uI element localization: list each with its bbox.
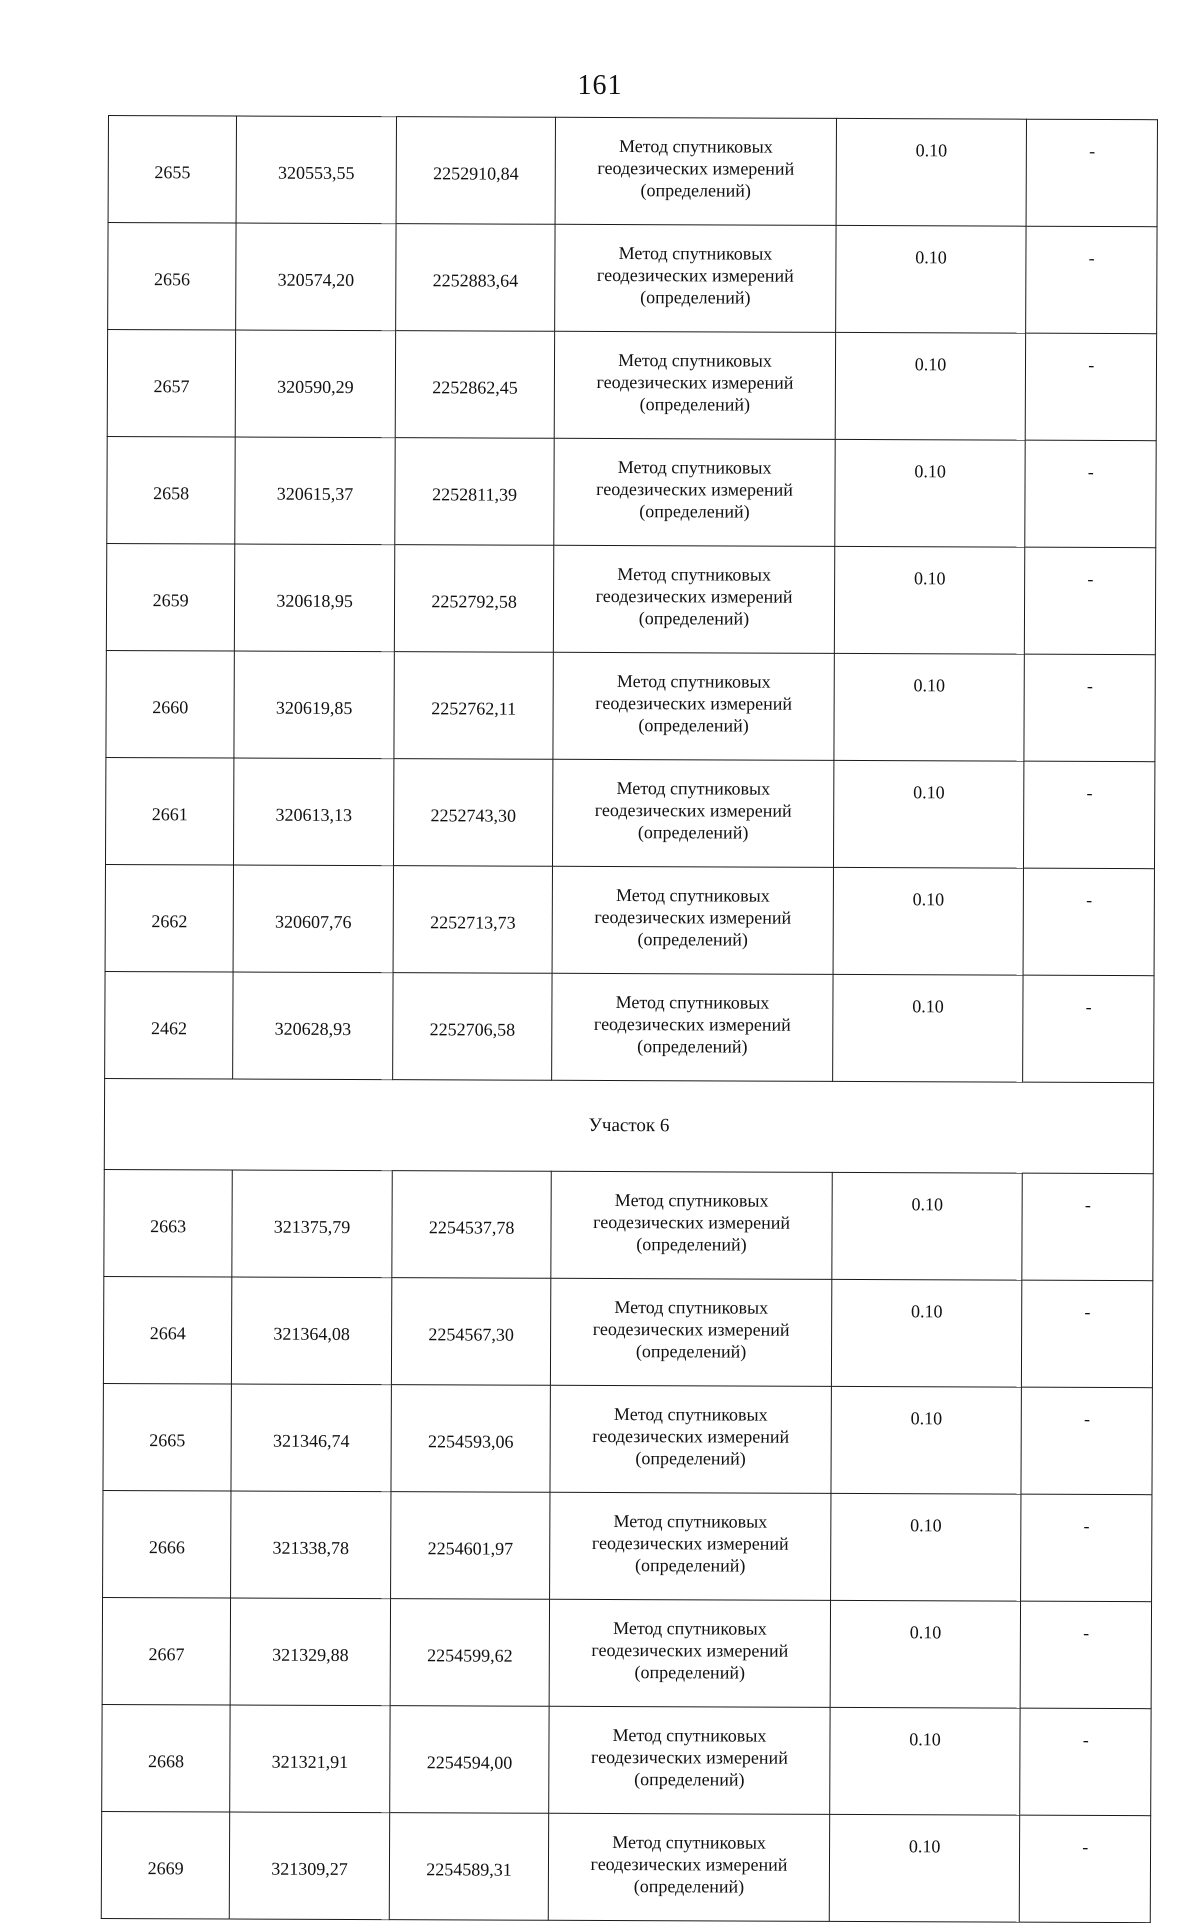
method-cell <box>549 1706 830 1814</box>
point-row <box>105 757 1154 868</box>
accuracy-cell: 0.10 <box>829 1707 1020 1815</box>
point-row <box>107 330 1156 441</box>
method-text-line: (определений) <box>640 287 751 308</box>
accuracy-cell: 0.10 <box>833 867 1024 975</box>
point-id-cell: 2668 <box>102 1704 231 1812</box>
point-row <box>101 1811 1150 1922</box>
method-text-line: Метод спутниковых <box>618 350 772 371</box>
accuracy-cell: 0.10 <box>830 1493 1021 1601</box>
accuracy-cell: 0.10 <box>833 760 1024 868</box>
coordinates-table <box>101 115 1158 1923</box>
dash-cell: - <box>1023 975 1154 1083</box>
method-text-line: (определений) <box>637 822 749 843</box>
method-text-line: Метод спутниковых <box>614 1190 769 1211</box>
x-coordinate-cell: 320590,29 <box>235 330 395 438</box>
method-text-line: Метод спутниковых <box>613 1511 768 1532</box>
method-text-line: Метод спутниковых <box>614 1297 769 1318</box>
point-row <box>104 1169 1153 1280</box>
y-coordinate-cell: 2252713,73 <box>393 866 553 974</box>
method-text-line: (определений) <box>634 1662 746 1683</box>
method-text-line: геодезических измерений <box>596 478 793 500</box>
section-header-group <box>104 1078 1153 1173</box>
method-text-line: Метод спутниковых <box>615 992 770 1013</box>
method-text-line: геодезических измерений <box>596 371 794 393</box>
x-coordinate-cell: 320553,55 <box>236 116 396 224</box>
method-cell <box>555 117 836 225</box>
method-text-line: (определений) <box>635 1341 747 1362</box>
accuracy-cell: 0.10 <box>831 1279 1022 1387</box>
point-id-cell: 2661 <box>105 757 234 865</box>
y-coordinate-cell: 2254594,00 <box>390 1706 550 1814</box>
y-coordinate-cell: 2254567,30 <box>391 1278 551 1386</box>
x-coordinate-cell: 321346,74 <box>231 1384 391 1492</box>
method-text-line: (определений) <box>640 180 751 201</box>
point-id-cell: 2663 <box>104 1169 233 1277</box>
point-id-cell: 2666 <box>103 1490 232 1598</box>
y-coordinate-cell: 2254589,31 <box>389 1813 549 1921</box>
accuracy-cell: 0.10 <box>832 974 1023 1082</box>
y-coordinate-cell: 2252743,30 <box>393 759 553 867</box>
method-text-line: (определений) <box>638 715 749 736</box>
method-cell <box>550 1385 831 1493</box>
method-text-line: Метод спутниковых <box>617 564 772 585</box>
point-row <box>107 436 1156 547</box>
point-row <box>108 223 1157 334</box>
method-cell <box>554 545 835 653</box>
y-coordinate-cell: 2254601,97 <box>390 1492 550 1600</box>
point-id-cell: 2664 <box>103 1276 232 1384</box>
method-text-line: (определений) <box>637 929 748 950</box>
method-text-line: геодезических измерений <box>595 585 793 607</box>
accuracy-cell: 0.10 <box>835 332 1026 440</box>
accuracy-cell: 0.10 <box>834 439 1025 547</box>
accuracy-cell: 0.10 <box>836 118 1027 226</box>
section-row <box>104 1078 1153 1173</box>
point-id-cell: 2665 <box>103 1383 232 1491</box>
y-coordinate-cell: 2252910,84 <box>396 117 556 225</box>
method-cell <box>552 973 833 1081</box>
method-text-line: (определений) <box>634 1769 745 1790</box>
method-text-line: геодезических измерений <box>593 1211 791 1233</box>
point-row <box>103 1490 1152 1601</box>
y-coordinate-cell: 2252811,39 <box>395 438 555 546</box>
method-text-line: Метод спутниковых <box>616 885 770 906</box>
method-text-line: Метод спутниковых <box>616 778 771 799</box>
dash-cell: - <box>1022 1280 1153 1388</box>
point-rows-group-b <box>101 1169 1153 1922</box>
y-coordinate-cell: 2252792,58 <box>394 545 554 653</box>
point-row <box>105 971 1154 1082</box>
x-coordinate-cell: 321329,88 <box>230 1598 390 1706</box>
x-coordinate-cell: 321375,79 <box>232 1170 392 1278</box>
point-rows-group-a <box>105 116 1158 1083</box>
dash-cell: - <box>1024 654 1155 762</box>
method-text-line: геодезических измерений <box>596 264 794 286</box>
accuracy-cell: 0.10 <box>829 1814 1020 1922</box>
point-id-cell: 2659 <box>106 543 235 651</box>
point-id-cell: 2662 <box>105 864 234 972</box>
method-text-line: Метод спутниковых <box>613 1618 767 1639</box>
dash-cell: - <box>1020 1708 1151 1816</box>
x-coordinate-cell: 321364,08 <box>232 1277 392 1385</box>
method-text-line: (определений) <box>633 1876 745 1897</box>
point-row <box>102 1704 1151 1815</box>
dash-cell: - <box>1026 333 1157 441</box>
method-text-line: геодезических измерений <box>594 799 792 821</box>
method-text-line: геодезических измерений <box>593 1013 791 1035</box>
method-cell <box>553 652 834 760</box>
method-text-line: геодезических измерений <box>591 1532 789 1554</box>
method-cell <box>553 759 834 867</box>
x-coordinate-cell: 320607,76 <box>233 865 393 973</box>
point-row <box>103 1276 1152 1387</box>
method-text-line: геодезических измерений <box>591 1639 789 1661</box>
method-cell <box>554 438 835 546</box>
point-id-cell: 2655 <box>108 116 237 224</box>
method-cell <box>549 1813 830 1921</box>
section-title: Участок 6 <box>104 1078 1153 1173</box>
point-id-cell: 2462 <box>105 971 234 1079</box>
point-row <box>106 543 1155 654</box>
method-text-line: (определений) <box>634 1555 746 1576</box>
x-coordinate-cell: 320613,13 <box>234 758 394 866</box>
method-text-line: (определений) <box>639 501 750 522</box>
point-row <box>103 1383 1152 1494</box>
accuracy-cell: 0.10 <box>832 1172 1023 1280</box>
x-coordinate-cell: 320619,85 <box>234 651 394 759</box>
x-coordinate-cell: 321321,91 <box>230 1705 390 1813</box>
point-id-cell: 2658 <box>107 436 236 544</box>
x-coordinate-cell: 321309,27 <box>230 1812 390 1920</box>
method-cell <box>555 224 836 332</box>
method-text-line: (определений) <box>639 394 751 415</box>
method-text-line: Метод спутниковых <box>612 1725 767 1746</box>
dash-cell: - <box>1021 1601 1152 1709</box>
point-row <box>108 116 1157 227</box>
method-text-line: геодезических измерений <box>592 1318 790 1340</box>
accuracy-cell: 0.10 <box>834 546 1025 654</box>
page-number: 161 <box>577 70 623 101</box>
accuracy-cell: 0.10 <box>835 225 1026 333</box>
dash-cell: - <box>1026 226 1157 334</box>
dash-cell: - <box>1021 1387 1152 1495</box>
method-text-line: (определений) <box>635 1448 746 1469</box>
y-coordinate-cell: 2254599,62 <box>390 1599 550 1707</box>
y-coordinate-cell: 2252862,45 <box>395 331 555 439</box>
method-text-line: Метод спутниковых <box>612 1832 766 1853</box>
y-coordinate-cell: 2254593,06 <box>391 1385 551 1493</box>
method-text-line: (определений) <box>638 608 750 629</box>
method-cell <box>551 1278 832 1386</box>
dash-cell: - <box>1025 547 1156 655</box>
point-id-cell: 2660 <box>106 650 235 758</box>
x-coordinate-cell: 320628,93 <box>233 972 393 1080</box>
method-text-line: геодезических измерений <box>595 692 793 714</box>
y-coordinate-cell: 2252883,64 <box>395 224 555 332</box>
point-row <box>106 650 1155 761</box>
method-cell <box>551 1171 832 1279</box>
method-text-line: Метод спутниковых <box>617 457 772 478</box>
method-cell <box>549 1599 830 1707</box>
y-coordinate-cell: 2252706,58 <box>392 973 552 1081</box>
method-text-line: Метод спутниковых <box>616 671 771 692</box>
method-text-line: (определений) <box>636 1234 747 1255</box>
dash-cell: - <box>1020 1815 1151 1923</box>
dash-cell: - <box>1021 1494 1152 1602</box>
dash-cell: - <box>1022 1173 1153 1281</box>
method-text-line: геодезических измерений <box>594 906 792 928</box>
point-id-cell: 2657 <box>107 330 236 438</box>
x-coordinate-cell: 320574,20 <box>236 223 396 331</box>
point-id-cell: 2669 <box>101 1811 230 1919</box>
method-cell <box>552 866 833 974</box>
method-cell <box>550 1492 831 1600</box>
point-row <box>105 864 1154 975</box>
method-text-line: Метод спутниковых <box>619 136 773 157</box>
dash-cell: - <box>1024 761 1155 869</box>
method-cell <box>555 331 836 439</box>
method-text-line: геодезических измерений <box>592 1425 790 1447</box>
point-id-cell: 2656 <box>108 223 237 331</box>
y-coordinate-cell: 2252762,11 <box>394 652 554 760</box>
x-coordinate-cell: 320615,37 <box>235 437 395 545</box>
dash-cell: - <box>1025 440 1156 548</box>
x-coordinate-cell: 320618,95 <box>235 544 395 652</box>
accuracy-cell: 0.10 <box>834 653 1025 761</box>
method-text-line: геодезических измерений <box>590 1853 788 1875</box>
x-coordinate-cell: 321338,78 <box>231 1491 391 1599</box>
y-coordinate-cell: 2254537,78 <box>392 1171 552 1279</box>
accuracy-cell: 0.10 <box>831 1386 1022 1494</box>
point-row <box>102 1597 1151 1708</box>
point-id-cell: 2667 <box>102 1597 231 1705</box>
dash-cell: - <box>1027 119 1158 227</box>
accuracy-cell: 0.10 <box>830 1600 1021 1708</box>
method-text-line: Метод спутниковых <box>613 1404 768 1425</box>
method-text-line: геодезических измерений <box>590 1746 788 1768</box>
method-text-line: геодезических измерений <box>597 157 795 179</box>
method-text-line: Метод спутниковых <box>618 243 773 264</box>
dash-cell: - <box>1024 868 1155 976</box>
method-text-line: (определений) <box>637 1036 748 1057</box>
